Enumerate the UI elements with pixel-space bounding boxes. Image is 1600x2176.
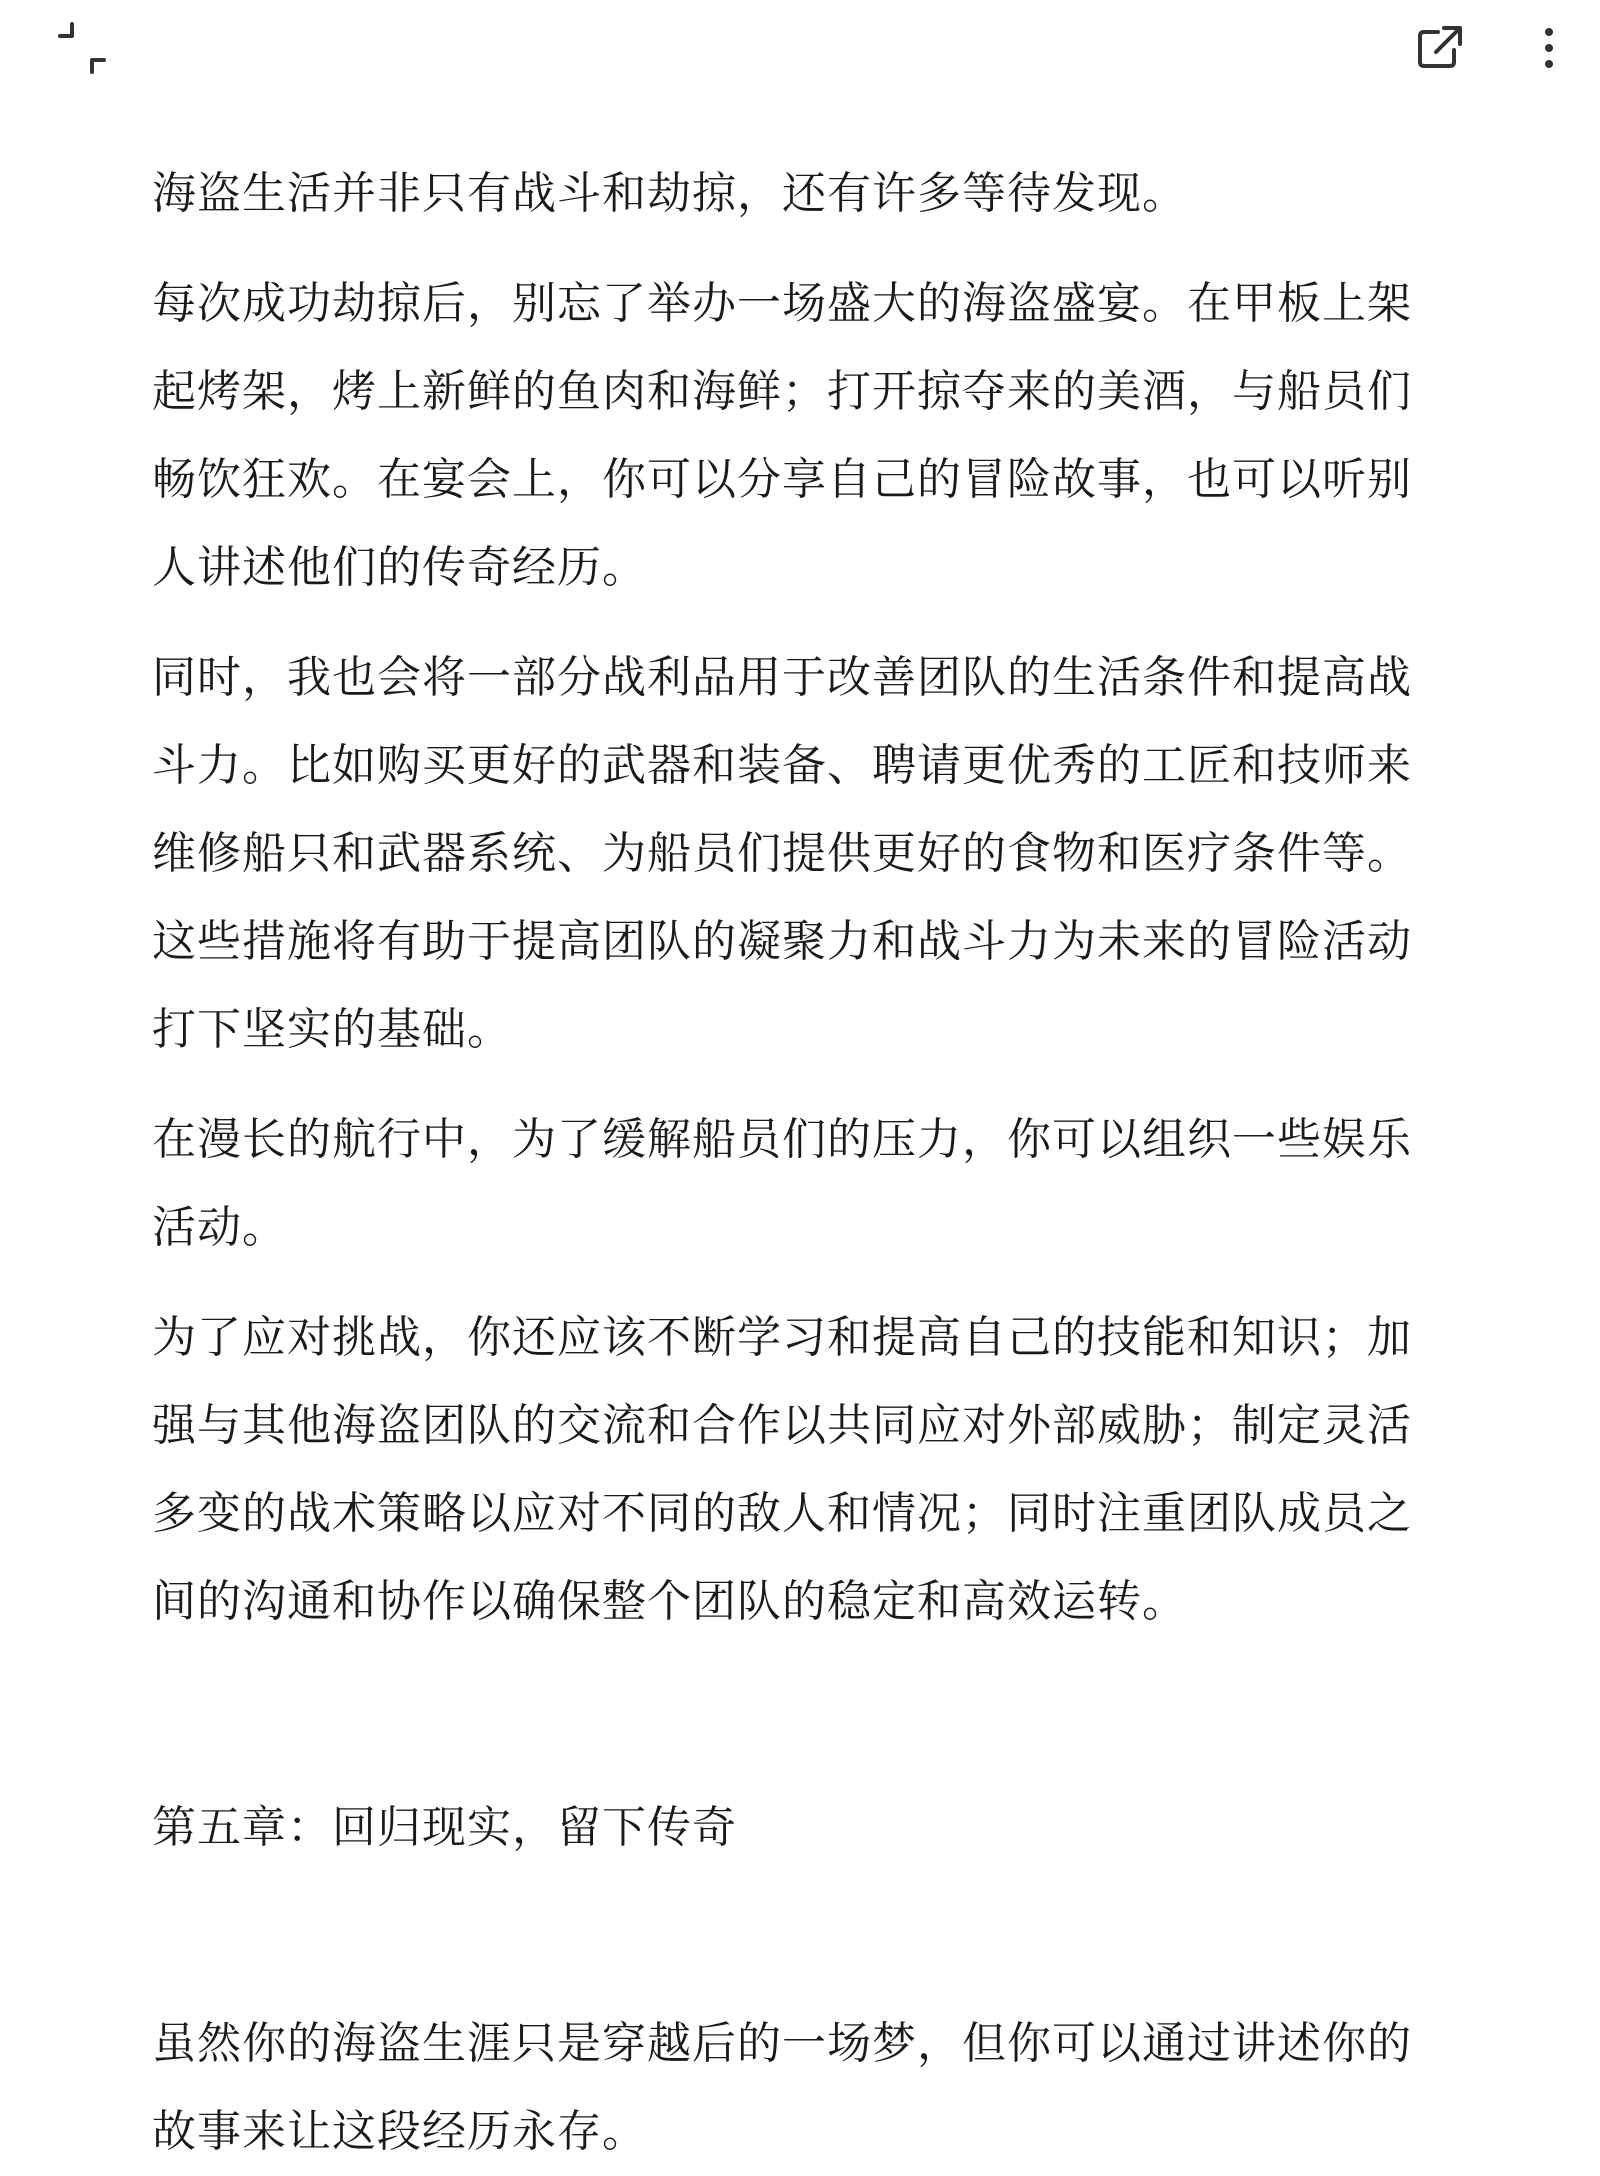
article-paragraph: 虽然你的海盗生涯只是穿越后的一场梦，但你可以通过讲述你的故事来让这段经历永存。	[152, 2018, 1412, 2157]
collapse-icon[interactable]	[52, 18, 112, 78]
article-body	[152, 150, 1452, 2176]
chapter-heading: 第五章：回归现实，留下传奇	[152, 1802, 737, 1853]
article-paragraph: 在漫长的航行中，为了缓解船员们的压力，你可以组织一些娱乐活动。	[152, 1114, 1412, 1253]
top-toolbar	[0, 0, 1600, 110]
article-paragraph: 每次成功劫掠后，别忘了举办一场盛大的海盗盛宴。在甲板上架起烤架，烤上新鲜的鱼肉和海鲜；打开掠夺来的美酒，与船员们畅饮狂欢。在宴会上，你可以分享自己的冒险故事，也可以听别人讲述他们的传奇经历。	[152, 278, 1412, 593]
more-vertical-icon[interactable]	[1524, 18, 1574, 78]
external-link-icon[interactable]	[1410, 18, 1470, 78]
article-paragraph: 同时，我也会将一部分战利品用于改善团队的生活条件和提高战斗力。比如购买更好的武器和装备、聘请更优秀的工匠和技师来维修船只和武器系统、为船员们提供更好的食物和医疗条件等。这些措施将有助于提高团队的凝聚力和战斗力为未来的冒险活动打下坚实的基础。	[152, 652, 1412, 1055]
article-paragraph: 为了应对挑战，你还应该不断学习和提高自己的技能和知识；加强与其他海盗团队的交流和合作以共同应对外部威胁；制定灵活多变的战术策略以应对不同的敌人和情况；同时注重团队成员之间的沟通和协作以确保整个团队的稳定和高效运转。	[152, 1312, 1412, 1627]
article-paragraph: 海盗生活并非只有战斗和劫掠，还有许多等待发现。	[152, 168, 1187, 219]
